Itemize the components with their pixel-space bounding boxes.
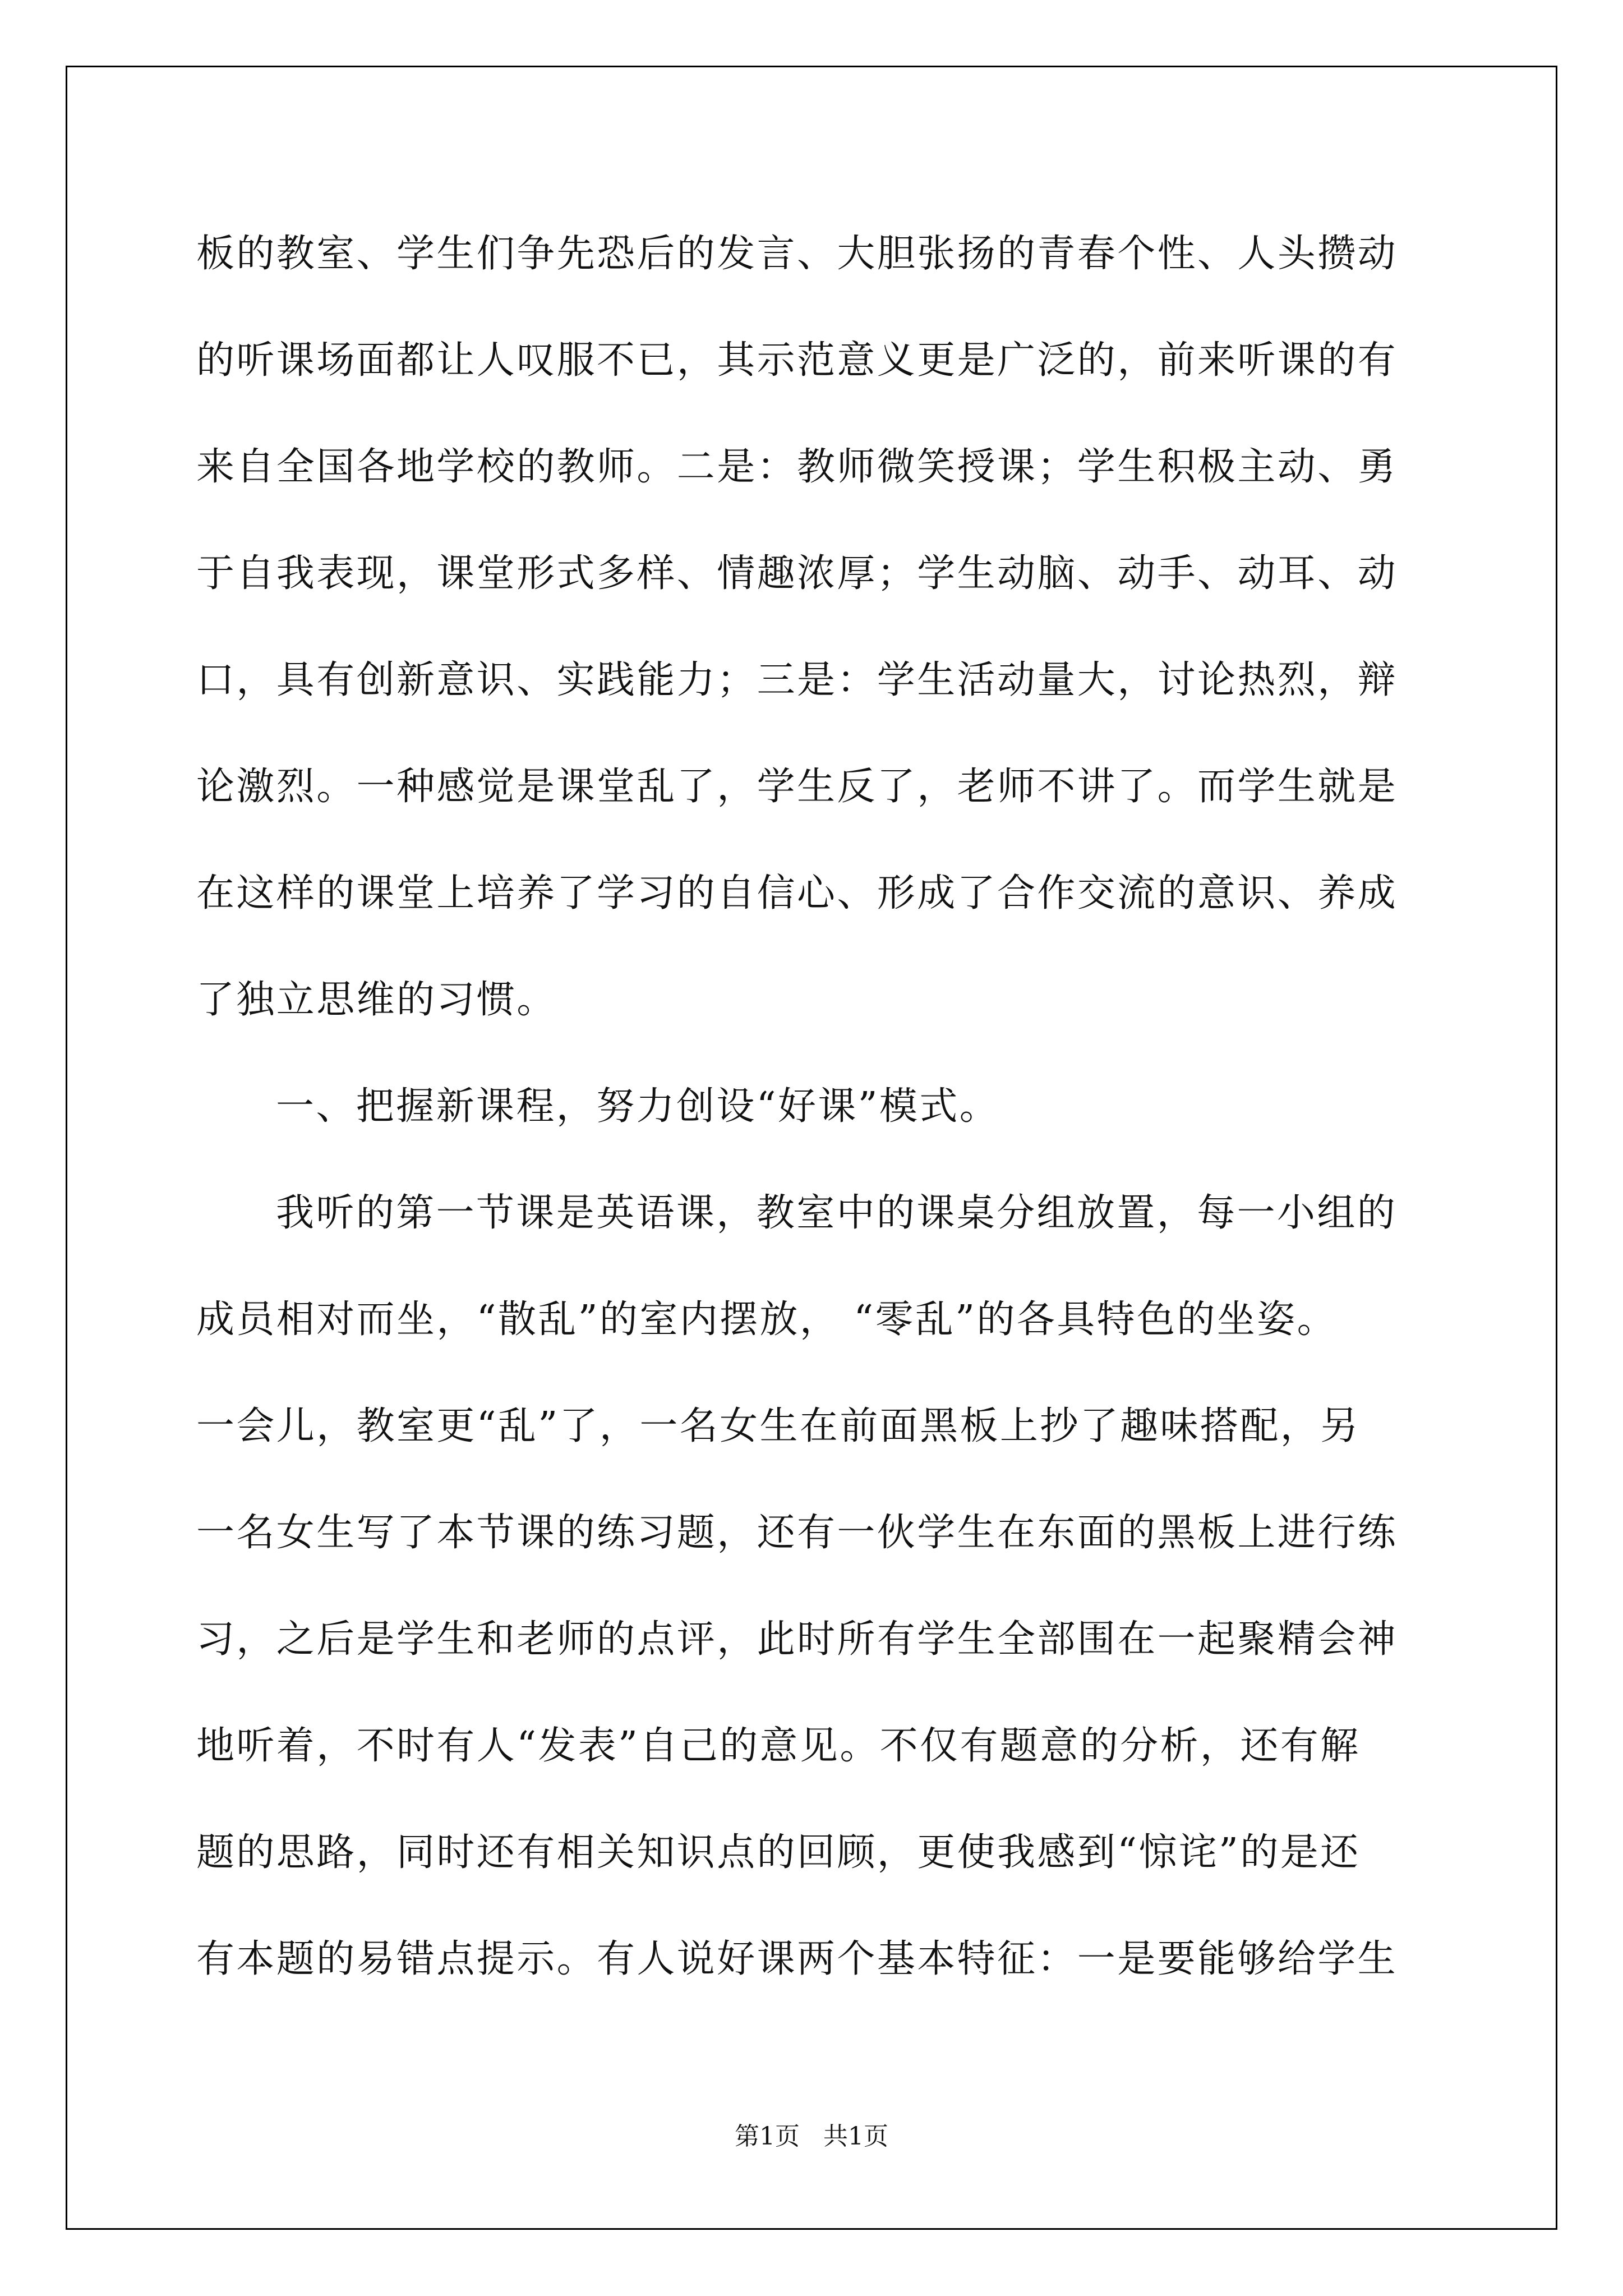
body-line-1: 板的教室、学生们争先恐后的发言、大胆张扬的青春个性、人头攒动 [196,232,1398,276]
body-line-4: 于自我表现，课堂形式多样、情趣浓厚；学生动脑、动手、动耳、动 [196,551,1398,596]
body-line-14: 习，之后是学生和老师的点评，此时所有学生全部围在一起聚精会神 [196,1617,1398,1662]
body-line-3: 来自全国各地学校的教师。二是：教师微笑授课；学生积极主动、勇 [196,445,1398,489]
body-line-10: 我听的第一节课是英语课，教室中的课桌分组放置，每一小组的 [276,1191,1398,1235]
body-line-13: 一名女生写了本节课的练习题，还有一伙学生在东面的黑板上进行练 [196,1511,1398,1555]
document-body [196,201,1464,2013]
body-line-15: 地听着，不时有人“发表”自己的意见。不仅有题意的分析，还有解 [196,1724,1361,1768]
body-line-12: 一会儿，教室更“乱”了，一名女生在前面黑板上抄了趣味搭配，另 [196,1404,1361,1448]
page-number-footer: 第1页 共1页 [735,2122,888,2151]
body-line-11: 成员相对而坐，“散乱”的室内摆放， “零乱”的各具特色的坐姿。 [196,1297,1338,1342]
body-line-8: 了独立思维的习惯。 [196,978,557,1022]
body-line-17: 有本题的易错点提示。有人说好课两个基本特征：一是要能够给学生 [196,1937,1398,1981]
body-line-16: 题的思路，同时还有相关知识点的回顾，更使我感到“惊诧”的是还 [196,1830,1361,1875]
body-line-6: 论激烈。一种感觉是课堂乱了，学生反了，老师不讲了。而学生就是 [196,765,1398,809]
body-line-7: 在这样的课堂上培养了学习的自信心、形成了合作交流的意识、养成 [196,871,1398,915]
body-line-5: 口，具有创新意识、实践能力；三是：学生活动量大，讨论热烈，辩 [196,658,1398,702]
section-heading: 一、把握新课程，努力创设“好课”模式。 [276,1084,1000,1129]
body-line-2: 的听课场面都让人叹服不已，其示范意义更是广泛的，前来听课的有 [196,338,1398,383]
